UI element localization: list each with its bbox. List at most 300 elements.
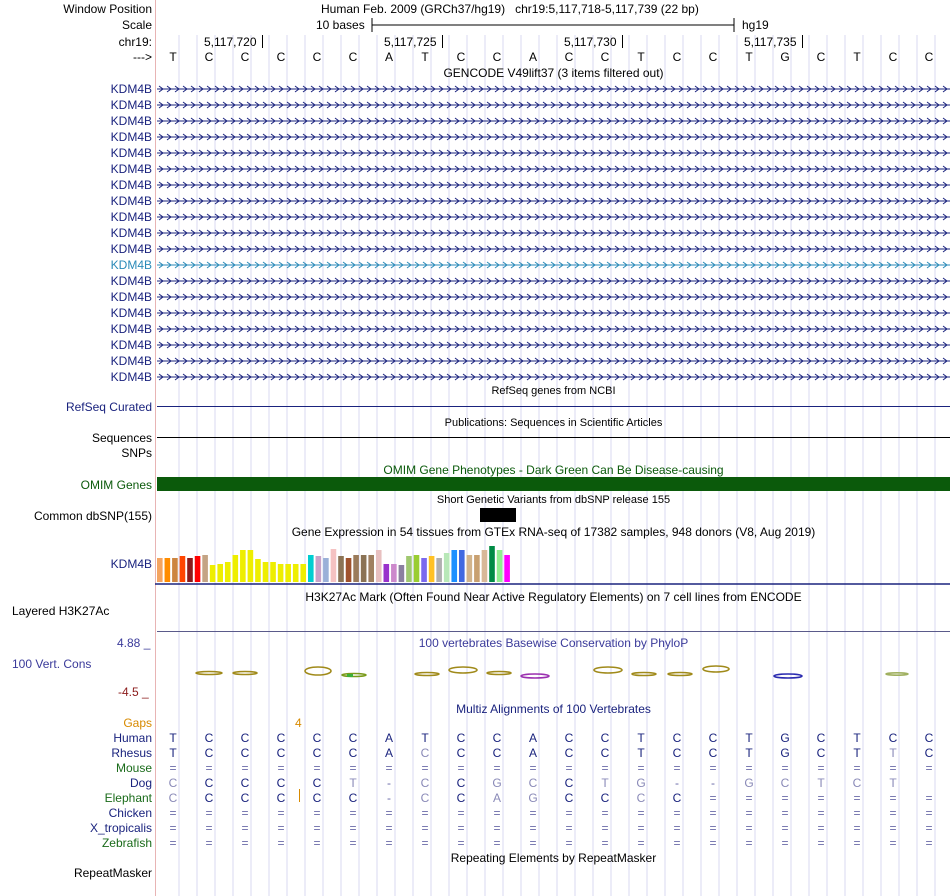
alignment-base: = xyxy=(169,821,177,835)
h3k27ac-label[interactable]: Layered H3K27Ac xyxy=(12,604,110,618)
ruler-tick xyxy=(442,35,443,48)
alignment-base: = xyxy=(385,821,393,835)
refseq-line xyxy=(157,406,950,407)
alignment-base: = xyxy=(781,821,789,835)
gtex-tissue-bar xyxy=(210,565,216,582)
gtex-tissue-bar xyxy=(421,558,427,582)
gencode-gene-label[interactable]: KDM4B xyxy=(110,370,152,384)
alignment-base: = xyxy=(277,761,285,775)
h3k27ac-title: H3K27Ac Mark (Often Found Near Active Regulatory Elements) on 7 cell lines from ENCODE xyxy=(305,590,802,604)
base: T xyxy=(853,50,861,64)
gencode-gene-label[interactable]: KDM4B xyxy=(110,226,152,240)
gtex-tissue-bar xyxy=(308,555,314,582)
alignment-base: C xyxy=(312,776,322,790)
gap-marker: 4 xyxy=(295,716,302,730)
alignment-base: = xyxy=(853,821,861,835)
gtex-tissue-bar xyxy=(263,562,269,582)
gtex-tissue-bar xyxy=(157,558,163,582)
species-label: Dog xyxy=(129,776,152,790)
gtex-tissue-bar xyxy=(202,555,208,582)
sequences-label[interactable]: Sequences xyxy=(91,431,152,445)
alignment-base: = xyxy=(853,836,861,850)
alignment-base: A xyxy=(384,746,393,760)
alignment-base: = xyxy=(817,821,825,835)
alignment-base: - xyxy=(387,776,391,790)
gtex-tissue-bar xyxy=(255,559,261,582)
alignment-base: = xyxy=(709,761,717,775)
base: T xyxy=(637,50,645,64)
gtex-tissue-bar xyxy=(172,558,178,582)
track-left-border xyxy=(155,0,156,896)
alignment-base: = xyxy=(745,836,753,850)
gencode-gene-label[interactable]: KDM4B xyxy=(110,274,152,288)
dbsnp-label[interactable]: Common dbSNP(155) xyxy=(33,509,152,523)
alignment-base: = xyxy=(241,821,249,835)
gencode-gene-track[interactable] xyxy=(157,163,950,175)
gtex-tissue-bar xyxy=(300,564,306,582)
alignment-base: = xyxy=(277,836,285,850)
alignment-base: = xyxy=(205,836,213,850)
alignment-base: C xyxy=(312,746,322,760)
alignment-base: = xyxy=(529,836,537,850)
alignment-base: = xyxy=(925,791,933,805)
alignment-base: C xyxy=(420,776,430,790)
base: C xyxy=(240,50,250,64)
alignment-base: = xyxy=(421,821,429,835)
scale-text: 10 bases xyxy=(316,18,365,32)
alignment-base: = xyxy=(889,836,897,850)
species-label: Rhesus xyxy=(111,746,152,760)
chrom-label: chr19: xyxy=(118,35,152,49)
alignment-base: C xyxy=(600,791,610,805)
gtex-tissue-bar xyxy=(474,555,480,582)
alignment-base: C xyxy=(492,746,502,760)
gencode-gene-label[interactable]: KDM4B xyxy=(110,114,152,128)
gencode-gene-track[interactable] xyxy=(157,131,950,143)
alignment-base: C xyxy=(600,731,610,745)
gencode-gene-track[interactable] xyxy=(157,243,950,255)
alignment-base: = xyxy=(349,761,357,775)
omim-bar[interactable] xyxy=(157,477,950,491)
alignment-base: = xyxy=(709,791,717,805)
gencode-gene-track[interactable] xyxy=(157,371,950,383)
phylop-title: 100 vertebrates Basewise Conservation by PhyloP xyxy=(418,636,689,650)
alignment-base: = xyxy=(925,821,933,835)
base: C xyxy=(600,50,610,64)
base: C xyxy=(312,50,322,64)
gencode-gene-label[interactable]: KDM4B xyxy=(110,210,152,224)
alignment-base: = xyxy=(565,806,573,820)
alignment-base: A xyxy=(528,746,537,760)
alignment-base: T xyxy=(889,776,897,790)
alignment-base: = xyxy=(637,836,645,850)
alignment-base: C xyxy=(312,731,322,745)
gencode-gene-label[interactable]: KDM4B xyxy=(110,98,152,112)
alignment-base: = xyxy=(565,761,573,775)
phylop-min: -4.5 _ xyxy=(118,685,149,699)
gtex-tissue-bar xyxy=(285,564,291,582)
alignment-base: = xyxy=(493,836,501,850)
alignment-base: C xyxy=(456,776,466,790)
multiz-title: Multiz Alignments of 100 Vertebrates xyxy=(456,702,651,716)
base: C xyxy=(492,50,502,64)
ruler-tick-label: 5,117,720 xyxy=(204,35,257,49)
alignment-base: = xyxy=(385,836,393,850)
alignment-base: = xyxy=(781,791,789,805)
alignment-base: = xyxy=(205,821,213,835)
alignment-base: C xyxy=(708,746,718,760)
ruler-tick xyxy=(622,35,623,48)
gtex-tissue-bar xyxy=(248,550,254,582)
gencode-gene-track[interactable] xyxy=(157,355,950,367)
alignment-base: = xyxy=(637,821,645,835)
alignment-base: = xyxy=(673,821,681,835)
gencode-gene-track[interactable] xyxy=(157,339,950,351)
base: C xyxy=(204,50,214,64)
alignment-base: A xyxy=(384,731,393,745)
alignment-base: = xyxy=(169,836,177,850)
base: G xyxy=(780,50,790,64)
alignment-base: C xyxy=(924,731,934,745)
gtex-tissue-bar xyxy=(497,550,503,582)
alignment-base: = xyxy=(709,821,717,835)
alignment-base: = xyxy=(277,821,285,835)
alignment-base: - xyxy=(711,776,715,790)
alignment-base: C xyxy=(204,791,214,805)
alignment-base: C xyxy=(672,791,682,805)
alignment-base: = xyxy=(493,761,501,775)
phylop-logo xyxy=(157,660,950,684)
alignment-base: C xyxy=(240,731,250,745)
ruler-tick-label: 5,117,725 xyxy=(384,35,437,49)
gtex-tissue-bar xyxy=(225,562,231,582)
alignment-base: = xyxy=(745,791,753,805)
gtex-tissue-bar xyxy=(376,550,382,582)
alignment-base: = xyxy=(673,836,681,850)
alignment-base: C xyxy=(240,776,250,790)
gtex-tissue-bar xyxy=(323,558,329,582)
alignment-base: = xyxy=(709,806,717,820)
base: A xyxy=(528,50,537,64)
repeatmasker-title: Repeating Elements by RepeatMasker xyxy=(450,851,657,865)
alignment-base: = xyxy=(817,806,825,820)
alignment-base: C xyxy=(816,731,826,745)
gencode-gene-label[interactable]: KDM4B xyxy=(110,290,152,304)
snps-label[interactable]: SNPs xyxy=(121,446,152,460)
alignment-base: C xyxy=(672,731,682,745)
alignment-base: = xyxy=(349,806,357,820)
alignment-base: C xyxy=(420,791,430,805)
gencode-gene-track[interactable] xyxy=(157,195,950,207)
alignment-base: C xyxy=(564,746,574,760)
alignment-base: C xyxy=(888,731,898,745)
gencode-gene-label[interactable]: KDM4B xyxy=(110,354,152,368)
base: C xyxy=(816,50,826,64)
alignment-base: C xyxy=(312,791,322,805)
phylop-label[interactable]: 100 Vert. Cons xyxy=(12,657,92,671)
gencode-gene-label[interactable]: KDM4B xyxy=(110,82,152,96)
alignment-base: = xyxy=(313,836,321,850)
gencode-gene-label[interactable]: KDM4B xyxy=(110,242,152,256)
base: C xyxy=(708,50,718,64)
alignment-base: = xyxy=(565,836,573,850)
alignment-base: = xyxy=(709,836,717,850)
alignment-base: G xyxy=(492,776,502,790)
repeatmasker-label[interactable]: RepeatMasker xyxy=(73,866,152,880)
alignment-base: C xyxy=(456,731,466,745)
gtex-tissue-bar xyxy=(180,556,186,582)
gencode-gene-label[interactable]: KDM4B xyxy=(110,130,152,144)
gencode-gene-label[interactable]: KDM4B xyxy=(110,338,152,352)
base: A xyxy=(384,50,393,64)
gtex-tissue-bar xyxy=(414,555,420,582)
alignment-base: T xyxy=(637,731,645,745)
alignment-base: = xyxy=(457,806,465,820)
alignment-base: = xyxy=(925,761,933,775)
species-label: X_tropicalis xyxy=(89,821,152,835)
alignment-base: = xyxy=(673,806,681,820)
alignment-base: = xyxy=(781,761,789,775)
species-label: Human xyxy=(113,731,152,745)
gencode-gene-track[interactable] xyxy=(157,275,950,287)
ruler-tick xyxy=(802,35,803,48)
alignment-base: T xyxy=(853,746,861,760)
alignment-base: C xyxy=(204,746,214,760)
alignment-base: C xyxy=(564,776,574,790)
gencode-gene-label[interactable]: KDM4B xyxy=(110,194,152,208)
alignment-base: G xyxy=(636,776,646,790)
alignment-base: T xyxy=(349,776,357,790)
gtex-chart[interactable] xyxy=(155,538,950,586)
gtex-tissue-bar xyxy=(384,564,390,582)
alignment-base: = xyxy=(241,806,249,820)
gencode-gene-track[interactable] xyxy=(157,323,950,335)
alignment-base: C xyxy=(564,731,574,745)
species-label: Chicken xyxy=(108,806,152,820)
alignment-base: = xyxy=(313,806,321,820)
alignment-base: C xyxy=(528,776,538,790)
gencode-gene-track[interactable] xyxy=(157,99,950,111)
alignment-base: = xyxy=(349,836,357,850)
gencode-gene-track[interactable] xyxy=(157,83,950,95)
gencode-gene-label[interactable]: KDM4B xyxy=(110,322,152,336)
gtex-tissue-bar xyxy=(338,556,344,582)
base: T xyxy=(169,50,177,64)
gtex-tissue-bar xyxy=(459,550,465,582)
gencode-gene-label[interactable]: KDM4B xyxy=(110,146,152,160)
gtex-tissue-bar xyxy=(353,555,359,582)
gtex-tissue-bar xyxy=(165,558,171,582)
alignment-base: = xyxy=(457,836,465,850)
alignment-base: = xyxy=(745,761,753,775)
alignment-base: = xyxy=(817,836,825,850)
gencode-gene-track[interactable] xyxy=(157,147,950,159)
alignment-base: = xyxy=(745,806,753,820)
assembly-text: Human Feb. 2009 (GRCh37/hg19) chr19:5,117,718-5,117,739 (22 bp) xyxy=(321,2,699,16)
gencode-gene-track[interactable] xyxy=(157,211,950,223)
alignment-base: T xyxy=(745,731,753,745)
alignment-base: = xyxy=(421,836,429,850)
alignment-base: C xyxy=(600,746,610,760)
alignment-base: = xyxy=(601,821,609,835)
alignment-base: C xyxy=(456,791,466,805)
gencode-gene-label[interactable]: KDM4B xyxy=(110,258,152,272)
alignment-base: = xyxy=(889,791,897,805)
gencode-gene-track[interactable] xyxy=(157,227,950,239)
alignment-base: C xyxy=(348,746,358,760)
gtex-tissue-bar xyxy=(187,558,193,582)
phylop-max: 4.88 _ xyxy=(117,636,151,650)
alignment-base: = xyxy=(529,761,537,775)
scale-bar xyxy=(370,17,740,33)
gtex-tissue-bar xyxy=(195,556,201,582)
base: C xyxy=(564,50,574,64)
base: T xyxy=(745,50,753,64)
alignment-base: G xyxy=(744,776,754,790)
refseq-label[interactable]: RefSeq Curated xyxy=(65,400,152,414)
alignment-base: = xyxy=(385,806,393,820)
alignment-base: = xyxy=(673,761,681,775)
alignment-base: C xyxy=(564,791,574,805)
gap-insert-mark xyxy=(299,789,300,802)
alignment-base: C xyxy=(348,791,358,805)
gtex-tissue-bar xyxy=(391,564,397,582)
alignment-base: C xyxy=(708,731,718,745)
alignment-base: C xyxy=(420,746,430,760)
gtex-tissue-bar xyxy=(346,558,352,582)
gtex-tissue-bar xyxy=(240,550,246,582)
alignment-base: = xyxy=(313,821,321,835)
gtex-tissue-bar xyxy=(482,550,488,582)
alignment-base: G xyxy=(528,791,538,805)
alignment-base: = xyxy=(637,806,645,820)
alignment-base: = xyxy=(421,806,429,820)
gtex-tissue-bar xyxy=(489,546,495,582)
alignment-base: C xyxy=(780,776,790,790)
alignment-base: C xyxy=(204,731,214,745)
base: C xyxy=(924,50,934,64)
alignment-base: = xyxy=(889,761,897,775)
base: C xyxy=(456,50,466,64)
alignment-base: T xyxy=(421,731,429,745)
alignment-base: = xyxy=(925,806,933,820)
alignment-base: = xyxy=(817,791,825,805)
alignment-base: = xyxy=(241,761,249,775)
publications-title: Publications: Sequences in Scientific Articles xyxy=(444,417,663,429)
alignment-base: = xyxy=(241,836,249,850)
sequences-line xyxy=(157,437,950,438)
dbsnp-title: Short Genetic Variants from dbSNP release 155 xyxy=(436,494,671,506)
alignment-base: C xyxy=(204,776,214,790)
gtex-tissue-bar xyxy=(444,553,450,582)
gtex-title: Gene Expression in 54 tissues from GTEx RNA-seq of 17382 samples, 948 donors (V8, Aug 2019) xyxy=(291,525,816,539)
base: C xyxy=(276,50,286,64)
alignment-base: T xyxy=(853,731,861,745)
alignment-base: C xyxy=(816,746,826,760)
alignment-base: = xyxy=(349,821,357,835)
gencode-gene-track[interactable] xyxy=(157,307,950,319)
gencode-title: GENCODE V49lift37 (3 items filtered out) xyxy=(443,66,664,80)
alignment-base: C xyxy=(168,791,178,805)
gtex-tissue-bar xyxy=(270,562,276,582)
alignment-base: - xyxy=(675,776,679,790)
db-label: hg19 xyxy=(742,18,769,32)
gtex-label[interactable]: KDM4B xyxy=(110,557,152,571)
gtex-tissue-bar xyxy=(278,564,284,582)
gencode-gene-track[interactable] xyxy=(157,179,950,191)
gencode-gene-label[interactable]: KDM4B xyxy=(110,178,152,192)
alignment-base: T xyxy=(745,746,753,760)
alignment-base: C xyxy=(240,791,250,805)
gtex-tissue-bar xyxy=(467,555,473,582)
alignment-base: = xyxy=(457,761,465,775)
alignment-base: C xyxy=(276,791,286,805)
alignment-base: = xyxy=(817,761,825,775)
alignment-base: T xyxy=(637,746,645,760)
alignment-base: C xyxy=(492,731,502,745)
base: C xyxy=(672,50,682,64)
alignment-base: G xyxy=(780,731,790,745)
h3k27ac-baseline xyxy=(157,631,950,632)
alignment-base: T xyxy=(817,776,825,790)
strand-label: ---> xyxy=(133,50,152,64)
omim-label[interactable]: OMIM Genes xyxy=(80,478,152,492)
alignment-base: = xyxy=(493,821,501,835)
alignment-base: C xyxy=(636,791,646,805)
gencode-gene-label[interactable]: KDM4B xyxy=(110,306,152,320)
ruler-tick-label: 5,117,730 xyxy=(564,35,617,49)
alignment-base: C xyxy=(276,776,286,790)
ruler-tick xyxy=(262,35,263,48)
alignment-base: = xyxy=(889,806,897,820)
alignment-base: T xyxy=(889,746,897,760)
gtex-tissue-bar xyxy=(331,549,337,582)
gtex-tissue-bar xyxy=(217,564,223,582)
alignment-base: = xyxy=(601,806,609,820)
gaps-label: Gaps xyxy=(123,716,152,730)
alignment-base: T xyxy=(169,746,177,760)
alignment-base: = xyxy=(745,821,753,835)
alignment-base: = xyxy=(169,806,177,820)
alignment-base: = xyxy=(529,821,537,835)
omim-title: OMIM Gene Phenotypes - Dark Green Can Be Disease-causing xyxy=(383,463,724,477)
base: C xyxy=(348,50,358,64)
window-position-label: Window Position xyxy=(63,2,152,16)
gtex-tissue-bar xyxy=(406,556,412,582)
alignment-base: - xyxy=(387,791,391,805)
gtex-tissue-bar xyxy=(368,555,374,582)
gencode-gene-track[interactable] xyxy=(157,259,950,271)
species-label: Zebrafish xyxy=(101,836,152,850)
alignment-base: A xyxy=(492,791,501,805)
species-label: Elephant xyxy=(104,791,152,805)
alignment-base: C xyxy=(240,746,250,760)
gencode-gene-track[interactable] xyxy=(157,291,950,303)
alignment-base: T xyxy=(169,731,177,745)
alignment-base: = xyxy=(529,806,537,820)
dbsnp-variant[interactable] xyxy=(480,508,516,522)
alignment-base: C xyxy=(168,776,178,790)
gencode-gene-track[interactable] xyxy=(157,115,950,127)
gencode-gene-label[interactable]: KDM4B xyxy=(110,162,152,176)
base: C xyxy=(888,50,898,64)
alignment-base: = xyxy=(565,821,573,835)
alignment-base: C xyxy=(456,746,466,760)
gtex-tissue-bar xyxy=(361,555,367,582)
ruler-tick-label: 5,117,735 xyxy=(744,35,797,49)
alignment-base: = xyxy=(781,836,789,850)
alignment-base: C xyxy=(924,746,934,760)
